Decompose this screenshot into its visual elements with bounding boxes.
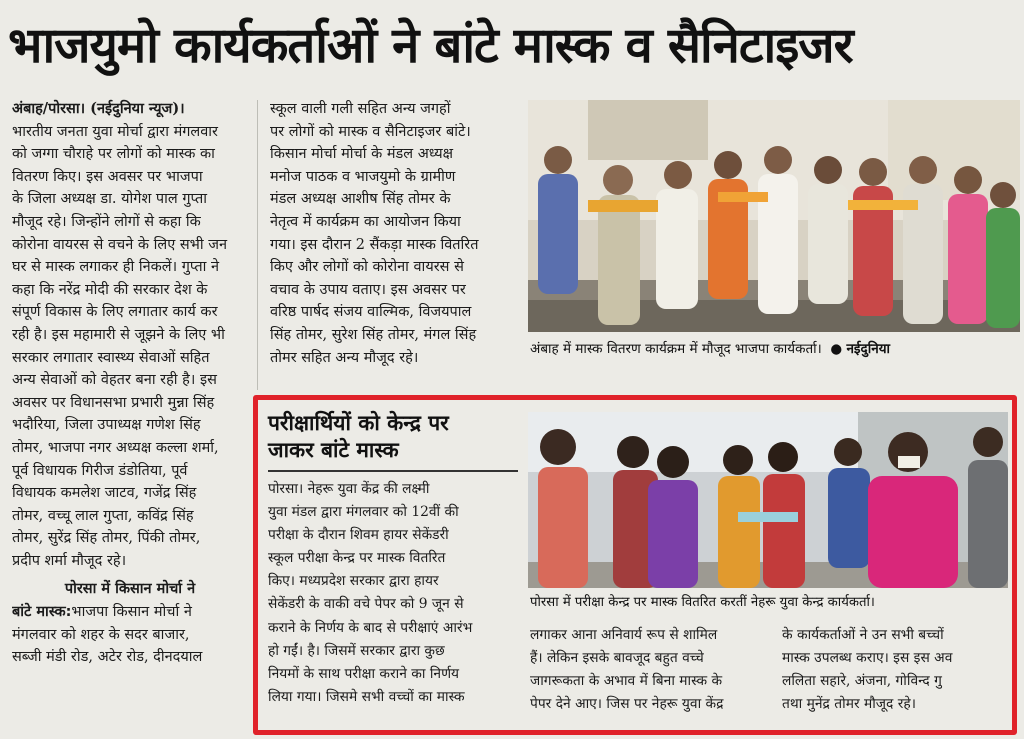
article-line: तोमर, वच्चू लाल गुप्ता, कविंद्र सिंह: [12, 507, 194, 524]
photo-2-caption: पोरसा में परीक्षा केन्द्र पर मास्क वितरित करतीं नेहरू युवा केन्द्र कार्यकर्ता।: [530, 595, 875, 610]
article-line: अवसर पर विधानसभा प्रभारी मुन्ना सिंह: [12, 394, 215, 411]
article-line: मास्क उपलब्ध कराए। इस इस अव: [782, 650, 953, 666]
photo-mask-distribution: [528, 412, 1008, 588]
box-headline-line-2: जाकर बांटे मास्क: [268, 438, 399, 462]
photo-1-caption-text: अंबाह में मास्क वितरण कार्यक्रम में मौजूद भाजपा कार्यकर्ता।: [530, 341, 822, 357]
article-line: घर से मास्क लगाकर ही निकलें। गुप्ता ने: [12, 259, 220, 276]
article-column-2: [270, 98, 510, 369]
article-line: तोमर, सुरेंद्र सिंह तोमर, पिंकी तोमर,: [12, 530, 201, 547]
article-line: वितरण किए। इस अवसर पर भाजपा: [12, 168, 203, 185]
article-line: पूर्व विधायक गिरीज डंडोतिया, पूर्व: [12, 462, 188, 479]
article-line: सरकार लगातार स्वास्थ्य सेवाओं सहित: [12, 349, 210, 366]
photo-bjym-workers: [528, 100, 1020, 332]
article-line: पेपर देने आए। जिस पर नेहरू युवा केंद्र: [530, 696, 724, 712]
article-line: युवा मंडल द्वारा मंगलवार को 12वीं की: [268, 504, 459, 521]
article-line: सेकेंडरी के वाकी वचे पेपर को 9 जून से: [268, 596, 464, 613]
article-line: लगाकर आना अनिवार्य रूप से शामिल: [530, 627, 718, 643]
article-column-2-body: [270, 98, 510, 369]
article-line: परीक्षा के दौरान शिवम हायर सेकेंडरी: [268, 527, 449, 544]
bullet-icon: ●: [826, 341, 847, 357]
article-line: नियमों के साथ परीक्षा कराने का निर्णय: [268, 665, 460, 682]
article-line: के कार्यकर्ताओं ने उन सभी बच्चों: [782, 627, 944, 643]
article-line: तोमर, भाजपा नगर अध्यक्ष कल्ला शर्मा,: [12, 439, 219, 456]
article-line: पोरसा। नेहरू युवा केंद्र की लक्ष्मी: [268, 481, 430, 497]
box-column-c-body: [782, 624, 1010, 716]
article-line: ललिता सहारे, अंजना, गोविन्द गु: [782, 673, 942, 689]
photo-1-credit: नईदुनिया: [846, 341, 891, 357]
article-line: रही है। इस महामारी से जूझने के लिए भी: [12, 326, 225, 343]
photo-1-caption: [530, 338, 890, 360]
subhead-kisan-morcha: पोरसा में किसान मोर्चा ने: [64, 581, 196, 598]
article-line: हैं। लेकिन इसके बावजूद बहुत वच्चे: [530, 650, 704, 666]
article-line: मौजूद रहे। जिन्होंने लोगों से कहा कि: [12, 213, 201, 230]
article-line: हो गईं। है। जिसमें सरकार द्वारा कुछ: [268, 642, 445, 659]
article-line: अन्य सेवाओं को वेहतर बना रही है। इस: [12, 372, 217, 389]
box-column-c: [782, 624, 1010, 716]
article-line: संपूर्ण विकास के लिए लगातार कार्य कर: [12, 304, 218, 321]
box-column-b-body: [530, 624, 766, 716]
article-line: सिंह तोमर, सुरेश सिंह तोमर, मंगल सिंह: [270, 326, 477, 343]
photo-mask-distribution-image: [528, 412, 1008, 588]
article-line: वचाव के उपाय वताए। इस अवसर पर: [270, 281, 466, 298]
article-column-1-body: [12, 121, 248, 573]
photo-bjym-workers-image: [528, 100, 1020, 332]
article-line: भदौरिया, जिला उपाध्यक्ष गणेश सिंह: [12, 417, 201, 434]
article-line: को जग्गा चौराहे पर लोगों को मास्क का: [12, 146, 215, 163]
article-line: विधायक कमलेश जाटव, गजेंद्र सिंह: [12, 485, 197, 502]
headline: भाजयुमो कार्यकर्ताओं ने बांटे मास्क व सैनिटाइजर: [8, 17, 853, 74]
box-headline: [268, 410, 518, 464]
box-headline-rule: [268, 470, 518, 472]
article-line: जागरूकता के अभाव में बिना मास्क के: [530, 673, 723, 689]
article-line: कराने के निर्णय के बाद से परीक्षाएं आरंभ: [268, 619, 473, 636]
article-line: प्रदीप शर्मा मौजूद रहे।: [12, 552, 127, 569]
article-line: सब्जी मंडी रोड, अटेर रोड, दीनदयाल: [12, 649, 203, 666]
article-line: कोरोना वायरस से वचने के लिए सभी जन: [12, 236, 228, 253]
article-line: किए। मध्यप्रदेश सरकार द्वारा हायर: [268, 573, 439, 590]
column-rule: [257, 100, 258, 390]
article-line: नेतृत्व में कार्यक्रम का आयोजन किया: [270, 213, 461, 230]
article-line: वरिष्ठ पार्षद संजय वाल्मिक, विजयपाल: [270, 304, 472, 321]
article-line: तथा मुनेंद्र तोमर मौजूद रहे।: [782, 696, 916, 712]
article-line: गया। इस दौरान 2 सैंकड़ा मास्क वितरित: [270, 236, 479, 253]
article-line: स्कूल परीक्षा केन्द्र पर मास्क वितरित: [268, 550, 446, 567]
subhead-kisan-morcha-cont: [12, 601, 248, 624]
article-line: किए और लोगों को कोरोना वायरस से: [270, 259, 464, 276]
subhead-text: भाजपा किसान मोर्चा ने: [71, 604, 192, 621]
article-line: मंगलवार को शहर के सदर बाजार,: [12, 626, 190, 643]
article-line: मंडल अध्यक्ष आशीष सिंह तोमर के: [270, 191, 451, 208]
article-line: कहा कि नरेंद्र मोदी की सरकार देश के: [12, 281, 208, 298]
article-line: किसान मोर्चा मोर्चा के मंडल अध्यक्ष: [270, 146, 454, 163]
article-line: के जिला अध्यक्ष डा. योगेश पाल गुप्ता: [12, 191, 208, 208]
box-column-a-body: [268, 478, 510, 709]
article-column-1: [12, 98, 248, 669]
article-line: पर लोगों को मास्क व सैनिटाइजर बांटे।: [270, 123, 471, 140]
box-column-b: [530, 624, 766, 716]
article-line: लिया गया। जिसमे सभी वच्चों का मास्क: [268, 688, 465, 705]
article-line: स्कूल वाली गली सहित अन्य जगहों: [270, 101, 451, 117]
box-headline-line-1: परीक्षार्थियों को केन्द्र पर: [268, 411, 449, 435]
article-line: तोमर सहित अन्य मौजूद रहे।: [270, 349, 419, 366]
article-line: मनोज पाठक व भाजयुमो के ग्रामीण: [270, 168, 456, 185]
dateline: अंबाह/पोरसा। (नईदुनिया न्यूज)।: [12, 100, 185, 117]
box-column-a: [268, 478, 510, 709]
subhead-kisan-morcha-2: बांटे मास्क:: [12, 604, 72, 621]
article-line: भारतीय जनता युवा मोर्चा द्वारा मंगलवार: [12, 123, 218, 140]
